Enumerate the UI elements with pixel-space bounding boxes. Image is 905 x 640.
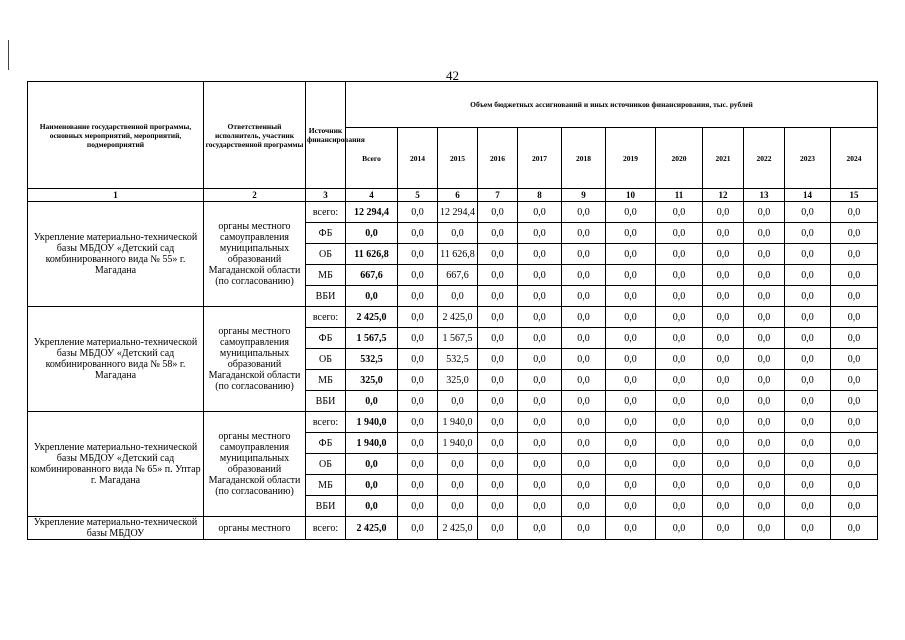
year-value-cell: 0,0 — [785, 286, 831, 307]
source-cell: всего: — [306, 412, 346, 433]
year-value-cell: 0,0 — [831, 517, 878, 540]
total-cell: 1 567,5 — [346, 328, 398, 349]
year-value-cell: 0,0 — [438, 475, 478, 496]
header-total: Всего — [346, 128, 398, 189]
year-value-cell: 0,0 — [518, 223, 562, 244]
year-value-cell: 0,0 — [478, 454, 518, 475]
header-year: 2022 — [744, 128, 785, 189]
total-cell: 0,0 — [346, 391, 398, 412]
year-value-cell: 0,0 — [518, 349, 562, 370]
executor-cell: органы местного — [204, 517, 306, 540]
year-value-cell: 0,0 — [518, 370, 562, 391]
source-cell: ФБ — [306, 223, 346, 244]
year-value-cell: 0,0 — [518, 433, 562, 454]
year-value-cell: 0,0 — [606, 223, 656, 244]
executor-cell: органы местного самоуправления муниципальных образований Магаданской области (по согласованию) — [204, 412, 306, 517]
total-cell: 2 425,0 — [346, 307, 398, 328]
total-cell: 0,0 — [346, 454, 398, 475]
year-value-cell: 0,0 — [703, 370, 744, 391]
year-value-cell: 0,0 — [703, 433, 744, 454]
header-year: 2017 — [518, 128, 562, 189]
year-value-cell: 0,0 — [518, 475, 562, 496]
year-value-cell: 0,0 — [562, 496, 606, 517]
year-value-cell: 0,0 — [562, 517, 606, 540]
year-value-cell: 0,0 — [744, 244, 785, 265]
year-value-cell: 0,0 — [785, 370, 831, 391]
header-executor-column: Ответственный исполнитель, участник государственной программы — [204, 82, 306, 189]
year-value-cell: 0,0 — [398, 328, 438, 349]
source-cell: МБ — [306, 370, 346, 391]
column-number: 7 — [478, 189, 518, 202]
year-value-cell: 0,0 — [398, 286, 438, 307]
header-year: 2014 — [398, 128, 438, 189]
year-value-cell: 2 425,0 — [438, 517, 478, 540]
year-value-cell: 0,0 — [478, 496, 518, 517]
year-value-cell: 0,0 — [398, 223, 438, 244]
year-value-cell: 0,0 — [703, 412, 744, 433]
year-value-cell: 0,0 — [703, 244, 744, 265]
year-value-cell: 0,0 — [785, 223, 831, 244]
year-value-cell: 0,0 — [744, 454, 785, 475]
year-value-cell: 0,0 — [831, 223, 878, 244]
year-value-cell: 0,0 — [831, 328, 878, 349]
year-value-cell: 0,0 — [478, 475, 518, 496]
year-value-cell: 0,0 — [785, 349, 831, 370]
year-value-cell: 0,0 — [656, 223, 703, 244]
year-value-cell: 0,0 — [478, 265, 518, 286]
year-value-cell: 0,0 — [744, 349, 785, 370]
year-value-cell: 0,0 — [831, 349, 878, 370]
header-year: 2018 — [562, 128, 606, 189]
year-value-cell: 1 940,0 — [438, 433, 478, 454]
year-value-cell: 0,0 — [831, 286, 878, 307]
year-value-cell: 0,0 — [606, 412, 656, 433]
year-value-cell: 0,0 — [831, 454, 878, 475]
year-value-cell: 0,0 — [438, 496, 478, 517]
column-number: 8 — [518, 189, 562, 202]
year-value-cell: 0,0 — [606, 454, 656, 475]
year-value-cell: 0,0 — [478, 328, 518, 349]
year-value-cell: 0,0 — [478, 412, 518, 433]
column-number-row — [28, 189, 878, 202]
year-value-cell: 0,0 — [562, 202, 606, 223]
year-value-cell: 0,0 — [478, 202, 518, 223]
year-value-cell: 0,0 — [606, 496, 656, 517]
year-value-cell: 0,0 — [518, 202, 562, 223]
column-number: 2 — [204, 189, 306, 202]
year-value-cell: 0,0 — [744, 286, 785, 307]
header-year: 2021 — [703, 128, 744, 189]
year-value-cell: 0,0 — [831, 202, 878, 223]
year-value-cell: 0,0 — [518, 307, 562, 328]
source-cell: ФБ — [306, 433, 346, 454]
year-value-cell: 0,0 — [478, 244, 518, 265]
year-value-cell: 0,0 — [703, 454, 744, 475]
year-value-cell: 0,0 — [831, 391, 878, 412]
year-value-cell: 0,0 — [744, 370, 785, 391]
year-value-cell: 0,0 — [785, 517, 831, 540]
year-value-cell: 0,0 — [518, 244, 562, 265]
header-year: 2016 — [478, 128, 518, 189]
year-value-cell: 0,0 — [518, 265, 562, 286]
year-value-cell: 0,0 — [785, 454, 831, 475]
total-cell: 1 940,0 — [346, 433, 398, 454]
year-value-cell: 0,0 — [398, 265, 438, 286]
year-value-cell: 0,0 — [703, 328, 744, 349]
year-value-cell: 0,0 — [398, 517, 438, 540]
year-value-cell: 0,0 — [398, 433, 438, 454]
year-value-cell: 0,0 — [785, 433, 831, 454]
year-value-cell: 0,0 — [562, 286, 606, 307]
year-value-cell: 0,0 — [703, 349, 744, 370]
year-value-cell: 0,0 — [785, 496, 831, 517]
measure-name: Укрепление материально-технической базы МБДОУ «Детский сад комбинированного вида № 65» п. Уптар г. Магадана — [28, 412, 204, 517]
total-cell: 1 940,0 — [346, 412, 398, 433]
column-number: 10 — [606, 189, 656, 202]
year-value-cell: 0,0 — [518, 412, 562, 433]
source-cell: ОБ — [306, 349, 346, 370]
year-value-cell: 0,0 — [518, 517, 562, 540]
year-value-cell: 0,0 — [656, 496, 703, 517]
year-value-cell: 0,0 — [744, 328, 785, 349]
year-value-cell: 0,0 — [562, 370, 606, 391]
year-value-cell: 0,0 — [831, 496, 878, 517]
year-value-cell: 0,0 — [398, 454, 438, 475]
year-value-cell: 0,0 — [656, 244, 703, 265]
year-value-cell: 0,0 — [562, 454, 606, 475]
year-value-cell: 0,0 — [785, 265, 831, 286]
source-cell: ФБ — [306, 328, 346, 349]
column-number: 13 — [744, 189, 785, 202]
year-value-cell: 0,0 — [606, 307, 656, 328]
source-cell: ВБИ — [306, 286, 346, 307]
year-value-cell: 0,0 — [398, 496, 438, 517]
year-value-cell: 0,0 — [398, 202, 438, 223]
total-cell: 2 425,0 — [346, 517, 398, 540]
year-value-cell: 0,0 — [398, 244, 438, 265]
year-value-cell: 0,0 — [562, 244, 606, 265]
year-value-cell: 0,0 — [606, 328, 656, 349]
year-value-cell: 0,0 — [785, 328, 831, 349]
year-value-cell: 0,0 — [562, 265, 606, 286]
year-value-cell: 0,0 — [703, 496, 744, 517]
executor-cell: органы местного самоуправления муниципальных образований Магаданской области (по согласованию) — [204, 307, 306, 412]
measure-name: Укрепление материально-технической базы МБДОУ — [28, 517, 204, 540]
year-value-cell: 0,0 — [518, 454, 562, 475]
year-value-cell: 0,0 — [656, 433, 703, 454]
year-value-cell: 0,0 — [518, 391, 562, 412]
year-value-cell: 0,0 — [518, 328, 562, 349]
year-value-cell: 0,0 — [606, 349, 656, 370]
header-financing: Объем бюджетных ассигнований и иных источников финансирования, тыс. рублей — [346, 82, 878, 128]
year-value-cell: 0,0 — [656, 454, 703, 475]
table-row — [28, 202, 878, 223]
year-value-cell: 0,0 — [703, 517, 744, 540]
year-value-cell: 1 940,0 — [438, 412, 478, 433]
source-cell: всего: — [306, 307, 346, 328]
year-value-cell: 0,0 — [438, 286, 478, 307]
column-number: 4 — [346, 189, 398, 202]
year-value-cell: 0,0 — [478, 307, 518, 328]
header-year: 2023 — [785, 128, 831, 189]
total-cell: 667,6 — [346, 265, 398, 286]
year-value-cell: 11 626,8 — [438, 244, 478, 265]
measure-name: Укрепление материально-технической базы МБДОУ «Детский сад комбинированного вида № 55» г. Магадана — [28, 202, 204, 307]
header-source-column: Источник финансирования — [306, 82, 346, 189]
total-cell: 12 294,4 — [346, 202, 398, 223]
year-value-cell: 0,0 — [831, 412, 878, 433]
year-value-cell: 0,0 — [398, 349, 438, 370]
year-value-cell: 0,0 — [562, 475, 606, 496]
source-cell: МБ — [306, 265, 346, 286]
year-value-cell: 0,0 — [398, 370, 438, 391]
header-year: 2015 — [438, 128, 478, 189]
year-value-cell: 0,0 — [744, 517, 785, 540]
year-value-cell: 0,0 — [831, 370, 878, 391]
year-value-cell: 12 294,4 — [438, 202, 478, 223]
year-value-cell: 0,0 — [478, 286, 518, 307]
year-value-cell: 0,0 — [398, 391, 438, 412]
year-value-cell: 0,0 — [656, 328, 703, 349]
year-value-cell: 0,0 — [606, 475, 656, 496]
total-cell: 11 626,8 — [346, 244, 398, 265]
total-cell: 532,5 — [346, 349, 398, 370]
year-value-cell: 0,0 — [438, 223, 478, 244]
year-value-cell: 0,0 — [656, 286, 703, 307]
executor-cell: органы местного самоуправления муниципальных образований Магаданской области (по согласованию) — [204, 202, 306, 307]
year-value-cell: 532,5 — [438, 349, 478, 370]
column-number: 9 — [562, 189, 606, 202]
year-value-cell: 0,0 — [656, 391, 703, 412]
column-number: 6 — [438, 189, 478, 202]
year-value-cell: 0,0 — [438, 391, 478, 412]
year-value-cell: 0,0 — [656, 517, 703, 540]
year-value-cell: 0,0 — [785, 412, 831, 433]
year-value-cell: 0,0 — [398, 307, 438, 328]
column-number: 14 — [785, 189, 831, 202]
year-value-cell: 0,0 — [703, 307, 744, 328]
source-cell: всего: — [306, 517, 346, 540]
year-value-cell: 0,0 — [656, 265, 703, 286]
year-value-cell: 0,0 — [703, 265, 744, 286]
year-value-cell: 0,0 — [785, 391, 831, 412]
year-value-cell: 0,0 — [606, 370, 656, 391]
year-value-cell: 0,0 — [656, 370, 703, 391]
year-value-cell: 0,0 — [398, 412, 438, 433]
year-value-cell: 0,0 — [606, 202, 656, 223]
year-value-cell: 0,0 — [656, 349, 703, 370]
header-year: 2019 — [606, 128, 656, 189]
year-value-cell: 0,0 — [562, 412, 606, 433]
year-value-cell: 0,0 — [831, 475, 878, 496]
header-year: 2024 — [831, 128, 878, 189]
source-cell: ОБ — [306, 244, 346, 265]
table-row — [28, 517, 878, 540]
total-cell: 0,0 — [346, 496, 398, 517]
year-value-cell: 0,0 — [831, 265, 878, 286]
year-value-cell: 0,0 — [606, 265, 656, 286]
year-value-cell: 0,0 — [703, 202, 744, 223]
year-value-cell: 0,0 — [703, 391, 744, 412]
year-value-cell: 0,0 — [438, 454, 478, 475]
column-number: 5 — [398, 189, 438, 202]
year-value-cell: 0,0 — [656, 412, 703, 433]
year-value-cell: 0,0 — [744, 265, 785, 286]
year-value-cell: 0,0 — [562, 223, 606, 244]
header-name-column: Наименование государственной программы, основных мероприятий, мероприятий, подмероприятий — [28, 82, 204, 189]
table-row — [28, 412, 878, 433]
year-value-cell: 0,0 — [606, 517, 656, 540]
year-value-cell: 1 567,5 — [438, 328, 478, 349]
year-value-cell: 0,0 — [398, 475, 438, 496]
year-value-cell: 0,0 — [478, 433, 518, 454]
measure-name: Укрепление материально-технической базы МБДОУ «Детский сад комбинированного вида № 58» г. Магадана — [28, 307, 204, 412]
year-value-cell: 0,0 — [562, 349, 606, 370]
year-value-cell: 0,0 — [785, 475, 831, 496]
header-year: 2020 — [656, 128, 703, 189]
year-value-cell: 0,0 — [478, 223, 518, 244]
source-cell: ВБИ — [306, 391, 346, 412]
page-number: 42 — [446, 68, 459, 83]
year-value-cell: 0,0 — [744, 307, 785, 328]
year-value-cell: 0,0 — [562, 391, 606, 412]
year-value-cell: 0,0 — [785, 202, 831, 223]
column-number: 3 — [306, 189, 346, 202]
source-cell: ОБ — [306, 454, 346, 475]
column-number: 11 — [656, 189, 703, 202]
year-value-cell: 0,0 — [831, 433, 878, 454]
budget-table — [27, 81, 878, 540]
year-value-cell: 0,0 — [703, 286, 744, 307]
year-value-cell: 0,0 — [656, 475, 703, 496]
year-value-cell: 0,0 — [518, 496, 562, 517]
year-value-cell: 0,0 — [744, 412, 785, 433]
year-value-cell: 325,0 — [438, 370, 478, 391]
table-row — [28, 307, 878, 328]
year-value-cell: 0,0 — [478, 517, 518, 540]
page-edge-mark — [8, 40, 9, 70]
year-value-cell: 0,0 — [744, 202, 785, 223]
total-cell: 325,0 — [346, 370, 398, 391]
year-value-cell: 0,0 — [562, 307, 606, 328]
year-value-cell: 0,0 — [744, 391, 785, 412]
year-value-cell: 0,0 — [703, 223, 744, 244]
year-value-cell: 0,0 — [656, 307, 703, 328]
year-value-cell: 0,0 — [518, 286, 562, 307]
year-value-cell: 0,0 — [744, 433, 785, 454]
column-number: 12 — [703, 189, 744, 202]
year-value-cell: 0,0 — [606, 286, 656, 307]
year-value-cell: 0,0 — [703, 475, 744, 496]
year-value-cell: 0,0 — [831, 307, 878, 328]
year-value-cell: 667,6 — [438, 265, 478, 286]
year-value-cell: 0,0 — [831, 244, 878, 265]
year-value-cell: 0,0 — [562, 433, 606, 454]
total-cell: 0,0 — [346, 286, 398, 307]
year-value-cell: 0,0 — [744, 223, 785, 244]
total-cell: 0,0 — [346, 475, 398, 496]
year-value-cell: 0,0 — [744, 496, 785, 517]
year-value-cell: 0,0 — [606, 244, 656, 265]
year-value-cell: 0,0 — [562, 328, 606, 349]
year-value-cell: 0,0 — [606, 433, 656, 454]
column-number: 15 — [831, 189, 878, 202]
year-value-cell: 0,0 — [478, 370, 518, 391]
year-value-cell: 0,0 — [656, 202, 703, 223]
year-value-cell: 0,0 — [744, 475, 785, 496]
total-cell: 0,0 — [346, 223, 398, 244]
year-value-cell: 0,0 — [478, 349, 518, 370]
column-number: 1 — [28, 189, 204, 202]
source-cell: ВБИ — [306, 496, 346, 517]
year-value-cell: 0,0 — [785, 244, 831, 265]
source-cell: МБ — [306, 475, 346, 496]
year-value-cell: 0,0 — [478, 391, 518, 412]
year-value-cell: 2 425,0 — [438, 307, 478, 328]
year-value-cell: 0,0 — [606, 391, 656, 412]
source-cell: всего: — [306, 202, 346, 223]
year-value-cell: 0,0 — [785, 307, 831, 328]
